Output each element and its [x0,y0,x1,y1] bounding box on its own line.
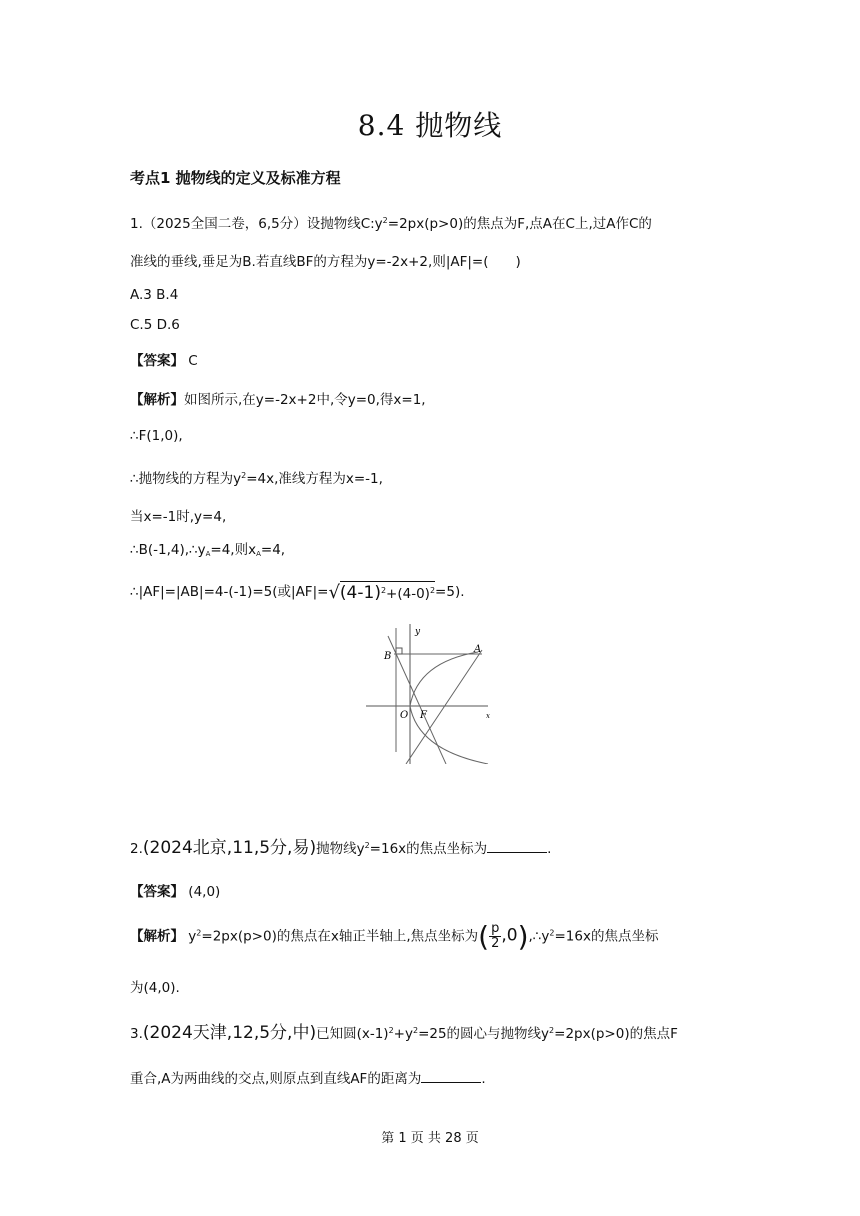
q2-text-post: =16x的焦点坐标为 [369,841,488,857]
label-o: O [400,710,409,721]
q2-a1-sup: 2 [196,928,202,938]
q1-options-line1: A.3 B.4 [130,287,179,303]
q1-sup: 2 [382,216,388,225]
frac-paren-right: ) [517,920,529,953]
parabola-figure [366,624,496,764]
q2-source: (2024北京,11,5分,易) [142,838,317,858]
q1-analysis-line5 [130,538,285,558]
q3-end: . [481,1071,486,1087]
q3-sup2: 2 [412,1026,419,1035]
frac-denominator: 2 [491,936,500,951]
q1-options-line2: C.5 D.6 [130,317,180,333]
q1-a5-post: =4, [260,542,286,558]
fraction-p-over-2 [489,922,501,951]
q3-text-post: =2px(p>0)的焦点F [554,1026,678,1042]
section-heading: 考点1 抛物线的定义及标准方程 [130,169,341,187]
q1-a6-pre: ∴|AF|=|AB|=4-(-1)=5(或|AF|= [130,584,329,600]
q3-text-mid1: +y [393,1026,413,1042]
q3-prefix: 3. [130,1026,143,1042]
q3-text-pre: 已知圆(x-1) [316,1026,389,1042]
q1-analysis-line1 [130,388,426,408]
frac-paren-left: ( [478,920,490,953]
q3-stem-line2 [130,1067,486,1087]
q2-text-pre: 抛物线y [316,841,365,857]
sqrt-expression: $√(4-1)^2+(4-0)^2$ [328,582,436,603]
page-title: 8.4 抛物线 [357,109,503,142]
q1-stem-line2: 准线的垂线,垂足为B.若直线BF的方程为y=-2x+2,则|AF|=( ) [130,254,521,270]
q1-answer-value: C [188,353,198,369]
q1-analysis-line3 [130,467,383,487]
q1-a6-exp1: 2 [380,586,387,595]
frac-numerator: p [491,921,500,936]
q1-stem-line1 [130,212,652,232]
q2-a1-mid: =2px(p>0)的焦点在x轴正半轴上,焦点坐标为 [201,928,479,945]
q1-a6-exp2: 2 [429,586,436,595]
line-af [406,650,482,764]
q2-end: . [547,841,552,857]
q2-answer-value: (4,0) [188,884,221,900]
q3-answer-blank[interactable] [421,1070,481,1083]
label-f: F [420,710,427,721]
line-bf [388,636,446,764]
label-x: x [486,712,490,720]
label-b: B [384,651,392,662]
q1-analysis-line4: 当x=-1时,y=4, [130,509,227,525]
q1-answer [130,349,198,369]
q2-a1-post-pre: ,∴y [528,928,550,945]
q3-text-mid2: =25的圆心与抛物线y [418,1026,550,1042]
q3-sup1: 2 [388,1026,394,1035]
q3-source: (2024天津,12,5分,中) [142,1023,317,1043]
q2-analysis-line1 [130,920,658,953]
q1-a5-sub1: A [205,550,211,558]
q2-prefix: 2. [130,841,143,857]
q2-answer-blank[interactable] [487,840,547,853]
label-a: A [474,644,482,655]
q1-answer-label: 【答案】 [130,353,184,369]
q1-a6-post: =5). [435,584,465,600]
q1-analysis-line6 [130,580,465,603]
q1-analysis-line2: ∴F(1,0), [130,428,183,444]
q2-answer [130,880,220,900]
q2-a1-sup2: 2 [549,928,555,938]
q1-a6-root1: (4-1) [339,583,381,603]
q3-stem-line1 [130,1018,678,1043]
q1-a3-sup: 2 [241,471,247,480]
q2-analysis-label: 【解析】 [130,928,184,945]
q1-a3-pre: ∴抛物线的方程为y [130,471,242,487]
q1-a3-post: =4x,准线方程为x=-1, [246,471,383,487]
q1-a6-plus: +(4-0) [386,586,430,602]
right-angle-mark [396,648,402,654]
frac-tail: ,0 [501,925,518,946]
parabola-upper [410,652,478,706]
q2-sup: 2 [364,841,370,850]
label-y: y [415,627,421,637]
q2-stem [130,833,551,858]
q2-a1-pre: y [188,928,197,945]
q1-a5-mid: =4,则x [210,542,257,558]
q1-analysis-label: 【解析】 [130,392,184,408]
q1-a5-sub2: A [256,550,261,558]
page-footer: 第 1 页 共 28 页 [381,1131,479,1146]
q3-sup3: 2 [549,1026,555,1035]
q3-line2: 重合,A为两曲线的交点,则原点到直线AF的距离为 [130,1071,422,1087]
q2-a1-post: =16x的焦点坐标 [554,928,659,945]
q1-prefix: 1.（2025全国二卷，6,5分）设抛物线C:y [130,216,383,232]
q2-answer-label: 【答案】 [130,884,184,900]
q1-line1-rest: =2px(p>0)的焦点为F,点A在C上,过A作C的 [387,216,652,232]
q1-a1: 如图所示,在y=-2x+2中,令y=0,得x=1, [184,392,426,408]
q2-analysis-line2: 为(4,0). [130,980,180,996]
q1-a5-pre: ∴B(-1,4),∴y [130,542,206,558]
